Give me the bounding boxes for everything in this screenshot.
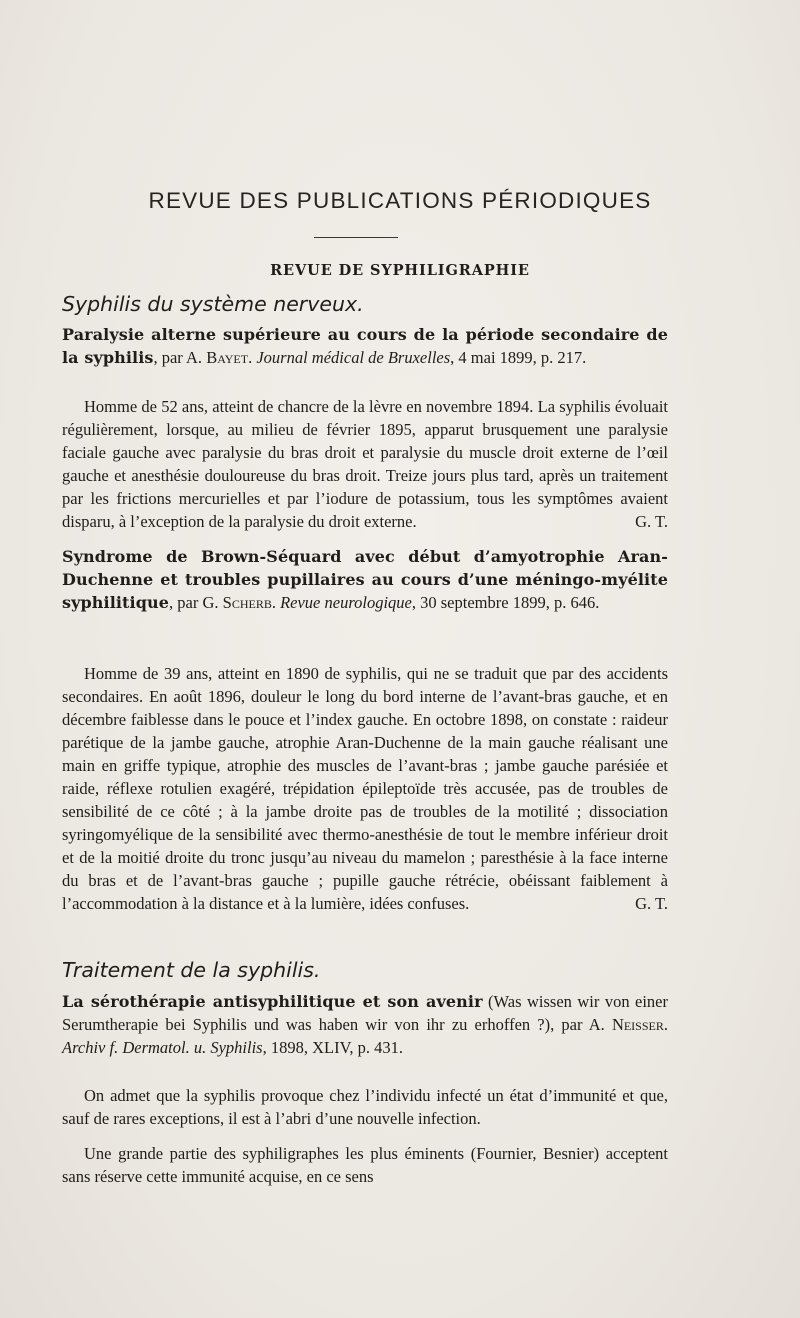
article-3-body-1: On admet que la syphilis provoque chez l’individu infecté un état d’immunité et que, sauf de rares exceptions, il est à l’abri d’une nouvelle infection. bbox=[62, 1086, 668, 1128]
page-title: REVUE DES PUBLICATIONS PÉRIODIQUES bbox=[148, 188, 652, 213]
article-1-citation-details: , 4 mai 1899, p. 217. bbox=[450, 348, 587, 367]
article-1-body bbox=[62, 395, 668, 533]
article-1-text: Homme de 52 ans, atteint de chancre de la lèvre en novembre 1894. La syphilis évoluait régulièrement, lorsque, au milieu de février 1895, apparut brusquement une paralysie faciale gauche avec paralysie du bras droit et paralysie du muscle droit externe de l’œil gauche et anesthésie douloureuse du bras droit. Treize jours plus tard, après un traitement par les frictions mercurielles et par l’iodure de potassium, tous les symptômes avaient disparu, à l’exception de la paralysie du droit externe. bbox=[62, 397, 668, 531]
article-2-title: Syndrome de Brown-Séquard avec début d’amyotrophie Aran-Duchenne et troubles pupillaires au cours d’une méningo-myélite syphilitique bbox=[62, 547, 668, 612]
article-2-body bbox=[62, 662, 668, 915]
article-2-citation bbox=[62, 545, 668, 614]
article-2-by: , par G. bbox=[169, 593, 223, 612]
article-1-journal-sep: . bbox=[248, 348, 257, 367]
article-1-title: Paralysie alterne supérieure au cours de la période secondaire de la syphilis bbox=[62, 325, 668, 367]
subheading-nervous-system: Syphilis du système nerveux. bbox=[62, 292, 364, 316]
article-1-signature: G. T. bbox=[635, 512, 668, 531]
article-1-journal: Journal médical de Bruxelles bbox=[256, 348, 451, 367]
article-3-author: Neisser bbox=[611, 1015, 664, 1034]
article-2-author: Scherb bbox=[222, 593, 272, 612]
article-3-citation-details: , 1898, XLIV, p. 431. bbox=[262, 1038, 403, 1057]
article-3-journal: Archiv f. Dermatol. u. Syphilis bbox=[62, 1038, 263, 1057]
article-2-citation-details: , 30 septembre 1899, p. 646. bbox=[411, 593, 600, 612]
title-divider bbox=[314, 237, 398, 238]
article-2-journal: Revue neurologique bbox=[280, 593, 412, 612]
article-3-citation bbox=[62, 990, 668, 1059]
article-3-pre: (Was wissen wir von einer Serumtherapie bei Syphilis und was haben wir von ihr zu erhoffen ?), par A. bbox=[62, 992, 668, 1034]
section-title: REVUE DE SYPHILIGRAPHIE bbox=[270, 262, 530, 279]
article-2-text: Homme de 39 ans, atteint en 1890 de syphilis, qui ne se traduit que par des accidents secondaires. En août 1896, douleur le long du bord interne de l’avant-bras gauche, et en décembre faiblesse dans le pouce et l’index gauche. En octobre 1898, on constate : raideur parétique de la jambe gauche, atrophie Aran-Duchenne de la main gauche réalisant une main en griffe typique, atrophie des muscles de l’avant-bras ; jambe gauche parésiée et raide, réflexe rotulien exagéré, trépidation épileptoïde très accusée, pas de troubles de sensibilité de ce côté ; à la jambe droite pas de troubles de la motilité ; dissociation syringomyélique de la sensibilité avec thermo-anesthésie de tout le membre inférieur droit et de la moitié droite du tronc jusqu’au niveau du mamelon ; paresthésie à la face interne du bras et de l’avant-bras gauche ; pupille gauche rétrécie, obéissant faiblement à l’accommodation à la distance et à la lumière, idées confuses. bbox=[62, 664, 668, 913]
article-2-journal-sep: . bbox=[271, 593, 281, 612]
article-1-citation bbox=[62, 323, 668, 369]
article-1-author: Bayet bbox=[206, 348, 249, 367]
article-1-by: , par A. bbox=[153, 348, 207, 367]
article-2-signature: G. T. bbox=[635, 894, 668, 913]
article-3-journal-sep: . bbox=[663, 1015, 668, 1034]
subheading-treatment: Traitement de la syphilis. bbox=[62, 958, 321, 982]
article-3-body-2: Une grande partie des syphiligraphes les plus éminents (Fournier, Besnier) acceptent sans réserve cette immunité acquise, en ce sens bbox=[62, 1144, 668, 1186]
article-3-title: La sérothérapie antisyphilitique et son avenir bbox=[62, 992, 483, 1011]
